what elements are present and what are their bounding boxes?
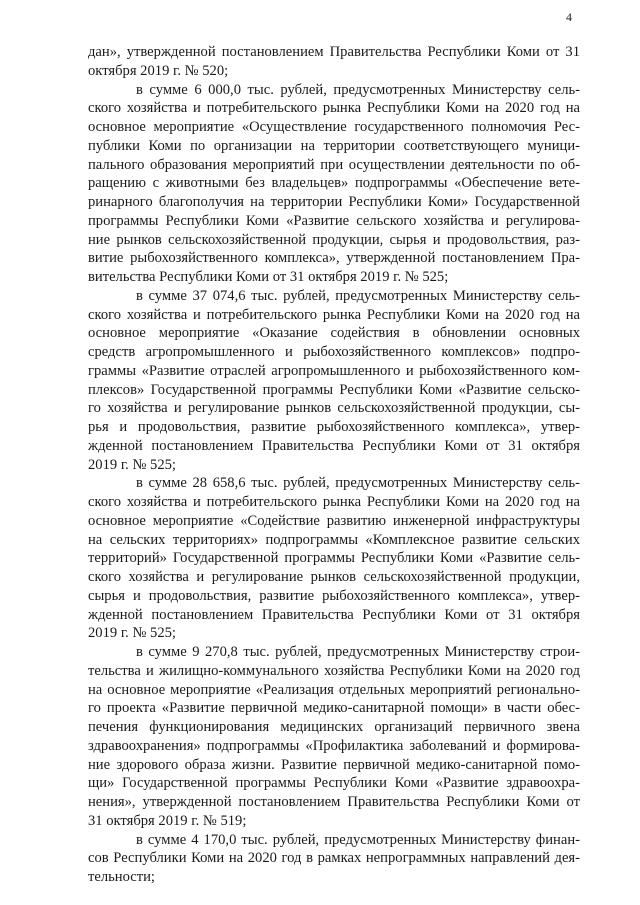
- text-line: 2019 г. № 525;: [88, 456, 176, 473]
- text-line: здравоохранения» подпрограммы «Профилактика заболеваний и формирова-: [88, 737, 580, 754]
- text-line: печения функционирования медицинских организаций первичного звена: [88, 719, 580, 735]
- text-line: основное мероприятие «Оказание содействия в обновлении основных: [88, 325, 580, 342]
- text-line: основное мероприятие «Содействие развитию инженерной инфраструктуры: [88, 512, 580, 529]
- text-line: ского хозяйства и потребительского рынка Республики Коми на 2020 год на: [88, 100, 580, 117]
- text-line: 31 октября 2019 г. № 519;: [88, 812, 247, 829]
- paragraph-first-line: в сумме 4 170,0 тыс. рублей, предусмотренных Министерству финан-: [136, 831, 580, 848]
- paragraph-first-line: в сумме 37 074,6 тыс. рублей, предусмотренных Министерству сель-: [136, 287, 580, 304]
- text-line: жденной постановлением Правительства Республики Коми от 31 октября: [88, 606, 580, 623]
- text-line: ского хозяйства и потребительского рынка Республики Коми на 2020 год на: [88, 306, 580, 323]
- text-line: сов Республики Коми на 2020 год в рамках непрограммных направлений дея-: [88, 850, 580, 867]
- text-line: на сельских территориях» подпрограммы «Комплексное развитие сельских: [88, 531, 580, 548]
- text-line: ского хозяйства и регулирование рынков сельскохозяйственной продукции,: [88, 569, 580, 585]
- text-line: ского хозяйства и потребительского рынка Республики Коми на 2020 год на: [88, 494, 580, 510]
- text-line: рья и продовольствия, развитие рыбохозяйственного комплекса», утвер-: [88, 419, 580, 435]
- text-line: вительства Республики Коми от 31 октября 2019 г. № 525;: [88, 269, 449, 285]
- paragraph-first-line: в сумме 9 270,8 тыс. рублей, предусмотренных Министерству строи-: [136, 644, 580, 660]
- page-number: 4: [566, 10, 572, 24]
- text-line: сырья и продовольствия, развитие рыбохозяйственного комплекса», утвер-: [88, 587, 580, 604]
- text-line: ринарного благополучия на территории Республики Коми» Государственной: [88, 194, 580, 210]
- text-line: ние рынков сельскохозяйственной продукции, сырья и продовольствия, раз-: [88, 231, 580, 248]
- text-line: го проекта «Развитие первичной медико-санитарной помощи» в части обес-: [88, 700, 580, 717]
- text-line: октября 2019 г. № 520;: [88, 62, 229, 79]
- paragraph-first-line: в сумме 6 000,0 тыс. рублей, предусмотренных Министерству сель-: [136, 81, 580, 98]
- text-line: жденной постановлением Правительства Республики Коми от 31 октября: [88, 437, 580, 454]
- text-line: средств агропромышленного и рыбохозяйственного комплексов» подпро-: [88, 344, 580, 360]
- text-line: пального образования мероприятий при осуществлении деятельности по об-: [88, 156, 580, 173]
- text-line: щи» Государственной программы Республики Коми «Развитие здравоохра-: [88, 775, 580, 792]
- paragraph-first-line: в сумме 28 658,6 тыс. рублей, предусмотренных Министерству сель-: [136, 475, 580, 492]
- text-line: публики Коми по организации на территории соответствующего муници-: [88, 137, 580, 154]
- text-line: тельности;: [88, 869, 155, 885]
- text-line: плексов» Государственной программы Республики Коми «Развитие сельско-: [88, 381, 580, 398]
- text-line: нения», утвержденной постановлением Правительства Республики Коми от: [88, 794, 580, 810]
- text-line: дан», утвержденной постановлением Правительства Республики Коми от 31: [88, 44, 580, 60]
- text-line: ращению с животными без владельцев» подпрограммы «Обеспечение вете-: [88, 175, 580, 192]
- text-line: го хозяйства и регулирование рынков сельскохозяйственной продукции, сы-: [88, 400, 580, 417]
- text-line: тельства и жилищно-коммунального хозяйства Республики Коми на 2020 год: [88, 662, 580, 679]
- document-body: [88, 43, 580, 887]
- text-line: ние здорового образа жизни. Развитие первичной медико-санитарной помо-: [88, 756, 580, 773]
- text-line: на основное мероприятие «Реализация отдельных мероприятий регионально-: [88, 681, 580, 698]
- text-line: граммы «Развитие отраслей агропромышленного и рыбохозяйственного ком-: [88, 362, 580, 379]
- text-line: витие рыбохозяйственного комплекса», утвержденной постановлением Пра-: [88, 250, 580, 267]
- text-line: программы Республики Коми «Развитие сельского хозяйства и регулирова-: [88, 212, 580, 229]
- text-line: 2019 г. № 525;: [88, 625, 176, 642]
- text-line: основное мероприятие «Осуществление государственного полномочия Рес-: [88, 119, 580, 135]
- text-line: территорий» Государственной программы Республики Коми «Развитие сель-: [88, 550, 580, 567]
